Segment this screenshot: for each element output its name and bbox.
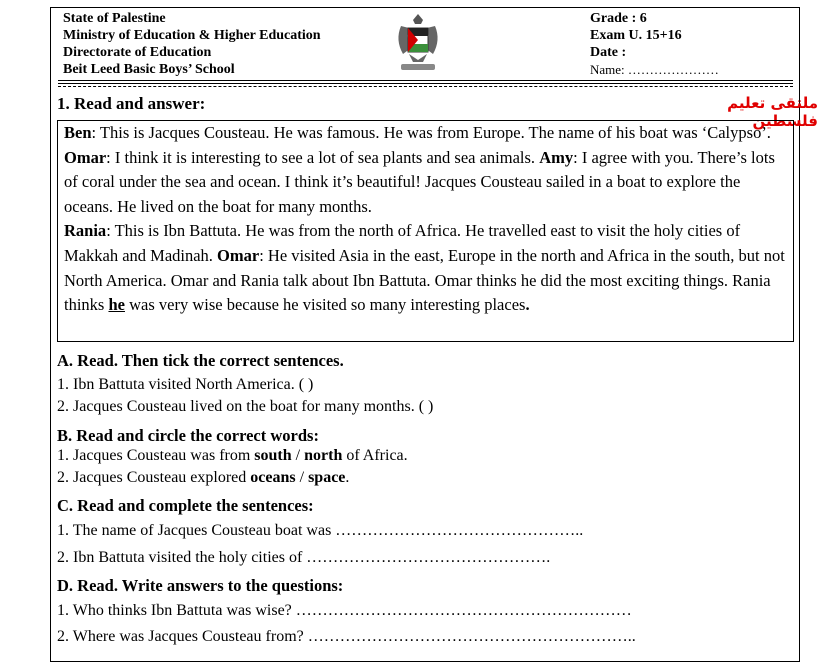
option-south[interactable]: south (254, 447, 292, 464)
section-c-title: C. Read and complete the sentences: (57, 496, 314, 515)
header-divider-dashed (58, 86, 793, 87)
passage-paragraph-1 (64, 121, 787, 219)
passage-text: : This is Ibn Battuta. He was from the north of Africa. He travelled east to visit the holy cities of Makkah and Madinah. (64, 221, 741, 265)
header-date: Date : (590, 45, 627, 60)
underlined-word: he (108, 295, 125, 315)
passage-text: : This is Jacques Cousteau. He was famous. He was from Europe. The name of his boat was ‘Calypso’. (91, 123, 771, 142)
item-text: 1. Jacques Cousteau was from (57, 447, 255, 464)
palestine-eagle-emblem-icon (393, 10, 443, 74)
header-school: Beit Leed Basic Boys’ School (63, 62, 235, 77)
speaker-omar: Omar (217, 245, 260, 265)
section-d-title: D. Read. Write answers to the questions: (57, 576, 344, 595)
passage-text: : I think it is interesting to see a lot of sea plants and sea animals. (106, 147, 540, 167)
speaker-ben: Ben (64, 123, 92, 142)
section-d-item-2[interactable]: 2. Where was Jacques Cousteau from? …………………………………………………….. (57, 628, 636, 645)
option-separator: / (295, 469, 309, 486)
header-name-field[interactable]: Name: ………………… (590, 62, 719, 77)
section-a-item-1[interactable]: 1. Ibn Battuta visited North America. ( ) (57, 376, 314, 393)
reading-passage (57, 120, 794, 342)
option-oceans[interactable]: oceans (250, 469, 296, 486)
speaker-rania: Rania (64, 221, 107, 241)
header-exam-info (590, 10, 719, 78)
header-ministry: Ministry of Education & Higher Education (63, 28, 321, 43)
section-b-title: B. Read and circle the correct words: (57, 426, 319, 445)
passage-text: : I agree with you. There’s lots of coral under the sea and ocean. I think it’s beautiful! Jacques Cousteau sailed in a boat to explore the oceans. He lived on the boat for many months. (64, 147, 775, 216)
header-divider-top (58, 80, 793, 81)
header-divider-bottom (58, 83, 793, 84)
passage-paragraph-2 (64, 219, 787, 317)
option-north[interactable]: north (304, 447, 343, 464)
question1-title: 1. Read and answer: (57, 94, 206, 113)
section-c-item-2[interactable]: 2. Ibn Battuta visited the holy cities of ………………………………………. (57, 549, 551, 566)
item-text: of Africa. (342, 447, 408, 464)
section-b-item-1 (57, 447, 408, 465)
section-b-item-2 (57, 469, 349, 487)
header-school-info (63, 10, 321, 78)
option-separator: / (291, 447, 305, 464)
header-directorate: Directorate of Education (63, 45, 212, 60)
passage-text: was very wise because he visited so many interesting places (124, 295, 526, 315)
watermark-text: ملتقى تعليم فلسطين (727, 94, 818, 130)
option-space[interactable]: space (308, 469, 346, 486)
header-grade: Grade : 6 (590, 11, 647, 26)
item-text: 2. Jacques Cousteau explored (57, 469, 251, 486)
section-a-title: A. Read. Then tick the correct sentences. (57, 351, 344, 370)
section-d-item-1[interactable]: 1. Who thinks Ibn Battuta was wise? ……………………………………………………… (57, 602, 632, 619)
section-c-item-1[interactable]: 1. The name of Jacques Cousteau boat was ……………………………………….. (57, 522, 584, 539)
header-country: State of Palestine (63, 11, 166, 26)
speaker-amy: Amy (539, 147, 574, 167)
item-text: . (345, 469, 350, 486)
passage-text: : He visited Asia in the east, Europe in the north and Africa in the south, but not North America. Omar and Rania talk about Ibn Battuta. Omar thinks he did the most exciting things. Rania thinks (64, 245, 785, 315)
passage-end-period: . (525, 295, 530, 315)
speaker-omar: Omar (64, 147, 107, 167)
header-exam: Exam U. 15+16 (590, 28, 682, 43)
section-a-item-2[interactable]: 2. Jacques Cousteau lived on the boat for many months. ( ) (57, 398, 434, 415)
